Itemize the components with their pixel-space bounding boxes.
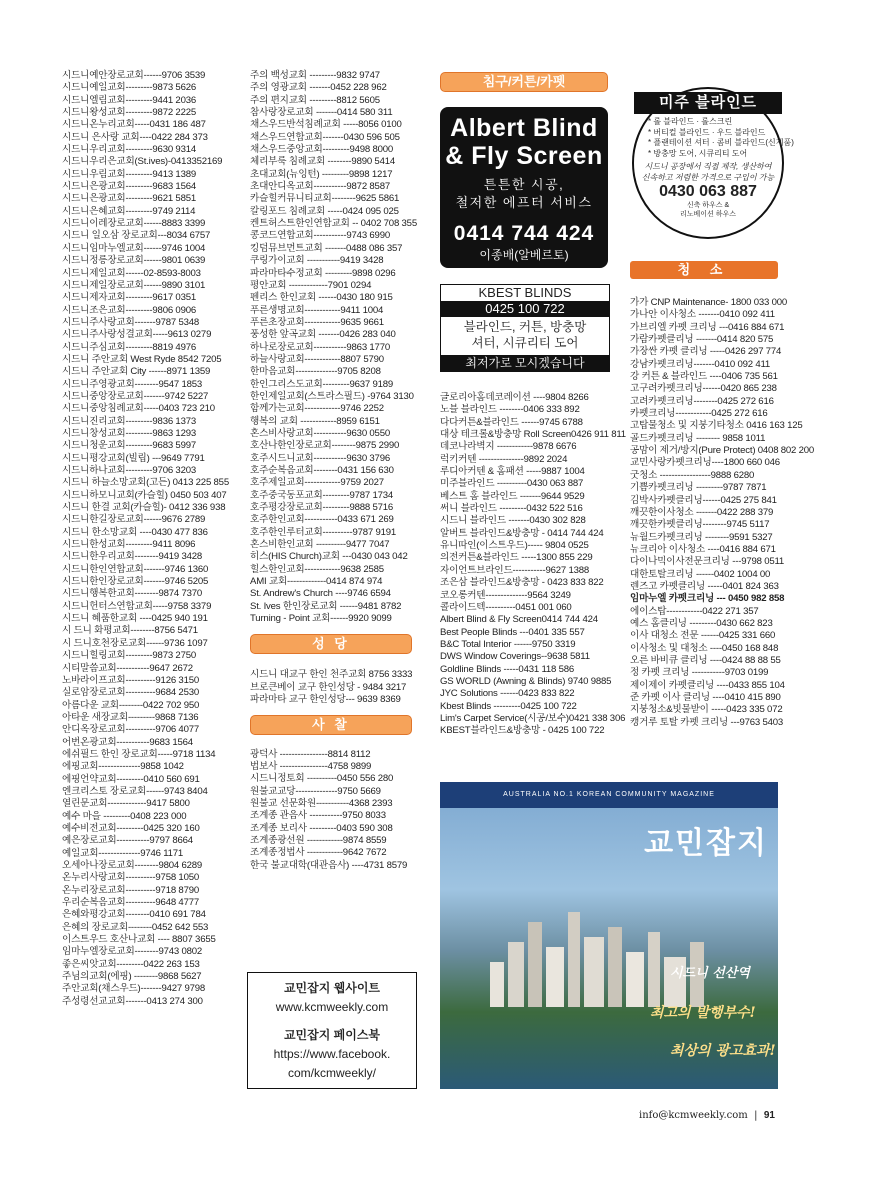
list-item: 한마음교회--------------9705 8208 [250, 366, 381, 378]
list-item: 초대안디옥교회-----------9872 8587 [250, 181, 390, 193]
list-item: 시드니우림교회---------9413 1389 [62, 168, 196, 180]
list-item: AMI 교회-------------0414 874 974 [250, 576, 383, 588]
list-item: Best People Blinds ---0401 335 557 [440, 626, 585, 638]
kbest-ad-line1: 블라인드, 커튼, 방충망 [463, 320, 587, 334]
list-item: 파라마타수정교회 ---------9898 0296 [250, 267, 396, 279]
list-item: 시드니 주안교회 West Ryde 8542 7205 [62, 353, 222, 365]
list-item: 렌즈고 카펫클리닝 -----0401 824 363 [630, 580, 779, 592]
list-item: 펜리스 한인교회 ------0430 180 915 [250, 292, 393, 304]
list-item: 이스트우드 호산나교회 ---- 8807 3655 [62, 934, 216, 946]
list-item: Albert Blind & Fly Screen0414 744 424 [440, 614, 598, 626]
blind-list [440, 392, 626, 738]
list-item: 쿠링가이교회 -----------9419 3428 [250, 255, 384, 267]
list-item: 시드니제일교회------02-8593-8003 [62, 267, 201, 279]
list-item: 호주한인루터교회----------9787 9191 [250, 526, 397, 538]
list-item: 시드니주심교회---------8819 4976 [62, 341, 196, 353]
list-item: 시드니 은사랑 교회----0422 284 373 [62, 131, 208, 143]
list-item: St. Ives 한인장로교회 ------9481 8782 [250, 600, 402, 612]
list-item: 베스트 홈 블라인드 -------9644 9529 [440, 490, 585, 502]
list-item: JYC Solutions ------0423 833 822 [440, 688, 575, 700]
list-item: 자이언트브라인드-----------9627 1388 [440, 564, 590, 576]
list-item: 제이제이 카펫클리닝 ----0433 855 104 [630, 679, 785, 691]
mijoo-ad-title: 미주 블라인드 [634, 92, 782, 114]
list-item: 오세아나장로교회--------9804 6289 [62, 860, 203, 871]
list-item: 안디옥장로교회----------9706 4077 [62, 724, 199, 736]
page-number: 91 [763, 1110, 775, 1121]
list-item: 채스우드연합교회-------0430 596 505 [250, 131, 400, 143]
list-item: 뉴월드카펫크리닝 --------9591 5327 [630, 531, 773, 543]
list-item: 호주중국동포교회---------9787 1734 [250, 489, 394, 501]
magazine-slogan-1: 시드니 선산역 [670, 966, 750, 981]
list-item: 이사청소 및 대청소 ----0450 168 848 [630, 642, 779, 654]
list-item: 시드니청운교회---------9683 5997 [62, 440, 196, 452]
list-item: 조계종 보리사 ---------0403 590 308 [250, 822, 393, 834]
section-header-cleaning: 청 소 [630, 261, 778, 279]
magazine-ad-image [440, 782, 778, 1089]
facebook-url-line2[interactable]: com/kcmweekly/ [287, 1066, 376, 1080]
list-item: 시드니정릉장로교회------9801 0639 [62, 255, 206, 267]
list-item: 주의 영광교회 -------0452 228 962 [250, 82, 387, 94]
list-item: 풍성한 앞곡교회 -------0426 283 040 [250, 329, 396, 341]
list-item: 대한토탈크리닝 ------0402 1004 00 [630, 568, 771, 580]
list-item: 시드니우리은교회(St.ives)-0413352169 [62, 156, 223, 168]
list-item: 다이나믹이사전문크리닝 ---9798 0511 [630, 556, 785, 568]
list-item: 준 카펫 이사 클리닝 ----0410 415 890 [630, 692, 781, 703]
list-item: 강남카펫크리닝-------0410 092 411 [630, 358, 771, 370]
list-item: 데코나라벽지 ------------9878 6676 [440, 441, 577, 453]
list-item: 함께가는교회------------9746 2252 [250, 403, 384, 415]
list-item: 켄트허스트한인연합교회 -- 0402 708 355 [250, 218, 417, 230]
list-item: 시드니예일교회---------9873 5626 [62, 82, 196, 94]
list-item: 시드니 하늘소망교회(고든) 0413 225 855 [62, 477, 229, 489]
magazine-title: 교민잡지 [644, 827, 768, 860]
list-item: 시드니한우리교회--------9419 3428 [62, 551, 203, 563]
list-item: 정 카펫 크리닝 -----------9703 0199 [630, 667, 769, 679]
list-item: B&C Total Interior ------9750 3319 [440, 638, 576, 650]
list-item: 시드니주영광교회--------9547 1853 [62, 378, 203, 390]
list-item: 시드니이레장로교회------8883 3399 [62, 218, 206, 230]
column-1 [62, 70, 234, 1008]
temple-list [250, 749, 422, 872]
list-item: 알버트 블라인드&방충망 - 0414 744 424 [440, 527, 604, 539]
albert-ad-phone: 0414 744 424 [453, 222, 595, 245]
list-item: 시드니중앙장로교회-------9742 5227 [62, 390, 209, 402]
list-item: 교민사랑카펫크리닝----1800 660 046 [630, 457, 780, 469]
list-item: 아름다운 교회--------0422 702 950 [62, 699, 200, 711]
list-item: 이사 대청소 전문 ------0425 331 660 [630, 630, 776, 642]
list-item: 콜라이드텍----------0451 001 060 [440, 601, 572, 613]
cathedral-list [250, 669, 422, 706]
list-item: Lim's Carpet Service(시공/보수)0421 338 306 [440, 712, 626, 724]
kbest-ad-title: KBEST BLINDS [478, 285, 572, 300]
list-item: 예수 마을 ---------0408 223 000 [62, 810, 187, 822]
mijoo-ad-item: * 롤 블라인드 · 롤스크린 [648, 117, 733, 126]
list-item: 은혜와평강교회--------0410 691 784 [62, 909, 206, 921]
list-item: 대상 테크롤&방충망 Roll Screen0426 911 811 [440, 429, 626, 441]
list-item: 주안교회(채스우드)-------9427 9798 [62, 983, 206, 995]
list-item: 뉴크리아 이사청소 ----0416 884 671 [630, 543, 776, 555]
list-item: 시드니은광교회---------9683 1564 [62, 181, 196, 193]
facebook-url-line1[interactable]: https://www.facebook. [273, 1047, 391, 1061]
sydney-skyline-illustration [480, 902, 750, 1012]
list-item: 한인그리스도교회---------9637 9189 [250, 378, 394, 390]
list-item: 깨끗한이사청소 -------0422 288 379 [630, 506, 774, 518]
list-item: 혼스비한인교회 ----------9477 7047 [250, 539, 390, 551]
list-item: 호주한인교회-----------0433 671 269 [250, 514, 394, 526]
list-item: 시티말씀교회-----------9647 2672 [62, 662, 193, 674]
church-list-2 [250, 70, 422, 625]
list-item: 조계종 관음사 -----------9750 8033 [250, 810, 386, 822]
section-header-bedding: 침구/커튼/카펫 [440, 72, 608, 92]
list-item: 원불교교당--------------9750 5669 [250, 785, 381, 797]
list-item: 아타운 새장교회---------9868 7136 [62, 711, 199, 723]
kbest-blinds-ad [440, 284, 610, 372]
albert-ad-name: 이종배(알베르토) [479, 248, 569, 262]
list-item: 좋은씨앗교회---------0422 263 153 [62, 958, 200, 970]
list-item: 조계종광선원 ------------9874 8559 [250, 834, 387, 846]
albert-ad-title1: Albert Blind [450, 114, 598, 142]
list-item: 호주시드니교회-----------9630 3796 [250, 452, 390, 464]
magazine-banner: AUSTRALIA NO.1 KOREAN COMMUNITY MAGAZINE [440, 782, 778, 808]
list-item: 깨끗한카펫클리닝--------9745 5117 [630, 519, 770, 531]
list-item: 열린문교회-------------9417 5800 [62, 798, 190, 810]
list-item: 참사랑장로교회 -------0414 580 311 [250, 107, 393, 119]
albert-ad-line1: 튼튼한 시공, [483, 177, 565, 192]
list-item: 시 드니호천장로교회------9736 1097 [62, 637, 208, 649]
list-item: 예수비전교회---------0425 320 160 [62, 822, 200, 834]
list-item: 시드니 블라인드 -------0430 302 828 [440, 515, 586, 527]
list-item: 하나로장로교회-----------9863 1770 [250, 341, 390, 353]
list-item: 콩코드연합교회-----------9743 6990 [250, 230, 390, 242]
list-item: Kbest Blinds ---------0425 100 722 [440, 700, 577, 712]
list-item: 기쁨카펫크리닝 ---------9787 7871 [630, 482, 767, 494]
list-item: 카펫크리닝------------0425 272 616 [630, 408, 768, 420]
list-item: 호주평강장로교회---------9888 5716 [250, 502, 394, 514]
list-item: 코오롱커텐--------------9564 3249 [440, 589, 571, 601]
list-item: 고려카펫크리닝--------0425 272 616 [630, 395, 774, 407]
list-item: 브로큰베이 교구 한인성당 - 9484 3217 [250, 681, 407, 693]
list-item: 한인제일교회(스트라스필드) -9764 3130 [250, 390, 414, 402]
list-item: 시드니예안장로교회------9706 3539 [62, 70, 206, 81]
list-item: 온누리장로교회----------9718 8790 [62, 884, 199, 896]
page-footer: info@kcmweekly.com | 91 [639, 1110, 775, 1121]
list-item: 시드니은광교회---------9621 5851 [62, 193, 196, 205]
list-item: 행복의 교회 ------------8959 6151 [250, 415, 380, 427]
list-item: 시드니헌터스연합교회-----9758 3379 [62, 600, 212, 612]
list-item: KBEST블라인드&방충망 - 0425 100 722 [440, 725, 605, 737]
list-item: 시드니제일장로교회------9890 3101 [62, 279, 206, 291]
list-item: 지붕청소&빗물받이 -----0423 335 072 [630, 704, 783, 716]
column-4 [630, 297, 815, 729]
list-item: 주님의교회(에핑) --------9868 5627 [62, 971, 202, 983]
list-item: 예은장로교회-----------9797 8664 [62, 835, 193, 847]
list-item: 시드니한인연합교회-------9746 1360 [62, 563, 209, 575]
list-item: 히스(HIS Church)교회 ---0430 043 042 [250, 551, 408, 563]
list-item: 에핑언약교회---------0410 560 691 [62, 773, 200, 785]
footer-email: info@kcmweekly.com [639, 1110, 748, 1121]
mijoo-ad-item: * 플랜테이션 셔터 · 콤비 블라인드(신제품) [648, 138, 794, 147]
mijoo-ad-foot1: 신축 하우스 & [686, 202, 730, 209]
list-item: 가브리엘 카펫 크리닝 ---0416 884 671 [630, 321, 785, 333]
list-item: 시드니 한소망교회 ----0430 477 836 [62, 526, 208, 538]
list-item: 시드니제자교회---------9617 0351 [62, 292, 196, 304]
kbest-ad-line2: 셔터, 시큐리티 도어 [471, 336, 579, 350]
list-item: 굿청소 -----------------9888 6280 [630, 469, 755, 481]
list-item: 가장싼 카펫 클리닝 -----0426 297 774 [630, 346, 782, 358]
list-item: 초대교회(뉴잉턴) ---------9898 1217 [250, 168, 393, 180]
website-url[interactable]: www.kcmweekly.com [275, 1000, 389, 1014]
list-item: 호주순복음교회--------0431 156 630 [250, 465, 394, 476]
list-item: 에핑교회--------------9858 1042 [62, 761, 184, 773]
list-item: 에이스탑------------0422 271 357 [630, 605, 759, 617]
mijoo-ad-items [648, 117, 794, 159]
list-item: 써니 블라인드 ---------0432 522 516 [440, 503, 583, 515]
list-item: 럭키커텐 ---------------9892 2024 [440, 453, 568, 465]
list-item: 시드니평강교회(빌립) ---9649 7791 [62, 452, 205, 464]
kcm-website-box [247, 972, 417, 1089]
list-item: 푸른초장교회------------9635 9661 [250, 316, 384, 328]
list-item: 채스우드반석침례교회 -----8056 0100 [250, 119, 402, 131]
list-item: 한국 불교대학(대관음사) ----4731 8579 [250, 859, 408, 871]
list-item: St. Andrew's Church ----9746 6594 [250, 588, 391, 600]
list-item: 미주블라인드 ----------0430 063 887 [440, 478, 584, 490]
list-item: 글로리아홈데코레이션 ----9804 8266 [440, 392, 589, 403]
list-item: 주의 백성교회 ---------9832 9747 [250, 70, 380, 81]
list-item: 임마누엘 카펫크리닝 --- 0450 982 858 [630, 593, 785, 605]
list-item: 시드니은혜교회---------9749 2114 [62, 205, 196, 217]
mijoo-ad-item: * 방충망 도어, 시큐리티 도어 [648, 148, 748, 158]
list-item: Turning - Point 교회------9920 9099 [250, 613, 392, 625]
mijoo-ad-slogan2: 신속하고 저렴한 가격으로 구입이 가능 [641, 173, 775, 182]
list-item: 노바라이프교회----------9126 3150 [62, 674, 199, 686]
list-item: 시드니 한결 교회(카슬힐)- 0412 336 938 [62, 502, 226, 514]
list-item: 시드니조은교회---------9806 0906 [62, 304, 196, 316]
kbest-ad-foot: 최저가로 모시겠습니다 [441, 355, 609, 371]
list-item: 광덕사 ----------------8814 8112 [250, 748, 371, 760]
list-item: 의전커튼&블라인드 -----1300 855 229 [440, 552, 593, 564]
list-item: 루디아커텐 & 홈패션 -----9887 1004 [440, 466, 585, 478]
list-item: 시드니행복한교회--------9874 7370 [62, 588, 203, 600]
list-item: 고탑물청소 및 지붕기타청소 0416 163 125 [630, 420, 803, 432]
list-item: 시드니한성교회---------9411 8096 [62, 539, 196, 551]
list-item: 에쉬필드 한인 장로교회-----9718 1134 [62, 748, 216, 760]
list-item: 시드니하나교회---------9706 3203 [62, 465, 196, 476]
list-item: 시드니중앙침례교회-----0403 723 210 [62, 403, 215, 415]
albert-blind-ad [440, 107, 608, 268]
list-item: 원불교 선문화원-----------4368 2393 [250, 797, 393, 809]
website-heading: 교민잡지 웹사이트 [283, 981, 381, 995]
list-item: 호주제일교회------------9759 2027 [250, 477, 384, 489]
list-item: 시드니하모니교회(카슬힐) 0450 503 407 [62, 489, 227, 501]
mijoo-blind-ad [632, 87, 794, 239]
list-item: 파라마타 교구 한인성당--- 9639 8369 [250, 694, 401, 706]
list-item: 힐스한인교회------------9638 2585 [250, 563, 384, 575]
list-item: 가나안 이사청소 -------0410 092 411 [630, 309, 775, 321]
list-item: 어번온광교회-----------9683 1564 [62, 736, 193, 748]
list-item: 유니따인(이스트우드)----- 9804 0525 [440, 540, 589, 552]
list-item: 시드니주사랑성결교회-----9613 0279 [62, 329, 212, 341]
list-item: DWS Window Coverings--9638 5811 [440, 651, 590, 663]
list-item: 시드니엘림교회---------9441 2036 [62, 94, 196, 106]
list-item: 주의 편지교회 ---------8812 5605 [250, 94, 380, 106]
list-item: 엔크리스토 장로교회------9743 8404 [62, 785, 208, 797]
list-item: 체리부룩 침례교회 --------9890 5414 [250, 156, 395, 168]
list-item: 시드니온누리교회-----0431 186 487 [62, 119, 206, 131]
list-item: 채스우드중앙교회---------9498 8000 [250, 144, 394, 156]
mijoo-ad-slogan1: 시드니 공장에서 직접 제작, 생산하여 [644, 162, 772, 171]
list-item: 가람카펫클리닝 -------0414 820 575 [630, 334, 774, 346]
list-item: 시드니우리교회---------9630 9314 [62, 144, 196, 156]
list-item: 법보사 ----------------4758 9899 [250, 760, 372, 772]
list-item: 공맘이 제거/방지(Pure Protect) 0408 802 200 [630, 445, 815, 457]
list-item: 시드니주사랑교회-------9787 5348 [62, 316, 200, 328]
list-item: 호산나한인장로교회--------9875 2990 [250, 440, 400, 452]
list-item: 하늘사랑교회------------8807 5790 [250, 353, 384, 365]
list-item: 시드니진리교회---------9836 1373 [62, 415, 196, 427]
cleaning-list [630, 297, 815, 729]
mijoo-ad-foot2: 리노베이션 하우스 [679, 211, 737, 218]
list-item: 시드니한길장로교회------9676 2789 [62, 514, 206, 526]
column-2 [250, 70, 422, 872]
list-item: 시 드니 화평교회--------8756 5471 [62, 625, 198, 637]
list-item: 강 커튼 & 블라인드 ----0406 735 561 [630, 371, 778, 383]
list-item: 예일교회--------------9746 1171 [62, 847, 184, 859]
list-item: 다다커튼&블라인드 ------9745 6788 [440, 416, 583, 428]
albert-ad-title2: & Fly Screen [445, 142, 603, 170]
mijoo-ad-phone: 0430 063 887 [659, 183, 757, 200]
facebook-heading: 교민잡지 페이스북 [283, 1028, 381, 1042]
list-item: 고구려카펫크리닝------0420 865 238 [630, 383, 777, 395]
list-item: 칼링포드 침례교회 -----0424 095 025 [250, 205, 399, 217]
list-item: 임마누엘장로교회--------9743 0802 [62, 946, 203, 958]
list-item: 캥거루 토탈 카펫 크리닝 ---9763 5403 [630, 716, 784, 728]
mijoo-ad-item: * 버티컬 블라인드 · 우드 블라인드 [648, 127, 766, 137]
albert-ad-line2: 철저한 에프터 서비스 [455, 195, 593, 210]
magazine-slogan-2: 최고의 발행부수! [650, 1005, 756, 1021]
list-item: 오른 바비큐 클리닝 ----0424 88 88 55 [630, 654, 781, 666]
list-item: 시드니 혜품한교회 ----0425 940 191 [62, 613, 208, 625]
section-header-cathedral: 성 당 [250, 634, 412, 654]
list-item: 김박사카펫클리닝------0425 275 841 [630, 494, 777, 506]
list-item: 카슬힐커뮤니티교회--------9625 5861 [250, 193, 400, 205]
list-item: 예스 홈클리닝 ---------0430 662 823 [630, 617, 773, 629]
list-item: Goldline Blinds -----0431 118 586 [440, 663, 575, 675]
list-item: 온누리사랑교회----------9758 1050 [62, 872, 199, 884]
list-item: 평안교회 -------------7901 0294 [250, 279, 372, 291]
section-header-temple: 사 찰 [250, 715, 412, 735]
list-item: 주성령선교교회-------0413 274 300 [62, 995, 203, 1007]
list-item: 혼스비사랑교회-----------9630 0550 [250, 427, 390, 439]
list-item: 시드니 대교구 한인 천주교회 8756 3333 [250, 669, 413, 681]
kbest-ad-phone: 0425 100 722 [441, 301, 609, 317]
list-item: 시드니 일오삼 장로교회---8034 6757 [62, 230, 211, 242]
list-item: 조계종정법사 ------------9642 7672 [250, 847, 387, 859]
magazine-slogan-3: 최상의 광고효과! [670, 1043, 776, 1059]
list-item: 시드니왕성교회---------9872 2225 [62, 107, 196, 119]
list-item: 푸른생명교회------------9411 1004 [250, 304, 384, 316]
column-3 [440, 392, 626, 738]
list-item: 시드니한인장로교회-------9746 5205 [62, 576, 209, 588]
church-list-1 [62, 70, 234, 1008]
list-item: 가가 CNP Maintenance- 1800 033 000 [630, 297, 788, 308]
list-item: 노블 블라인드 --------0406 333 892 [440, 404, 580, 416]
list-item: 킹덤뮤브먼트교회 -------0488 086 357 [250, 242, 403, 254]
list-item: 우리순복음교회----------9648 4777 [62, 897, 199, 909]
list-item: 시드니정토회 ----------0450 556 280 [250, 773, 394, 785]
list-item: 조은삼 블라인드&방충망 - 0423 833 822 [440, 577, 604, 589]
list-item: 시드니창성교회---------9863 1293 [62, 427, 196, 439]
list-item: GS WORLD (Awning & Blinds) 9740 9885 [440, 675, 612, 687]
list-item: 골드카펫크리닝 -------- 9858 1011 [630, 432, 766, 444]
list-item: 시드니힐링교회---------9873 2750 [62, 650, 196, 662]
list-item: 은혜의 장로교회--------0452 642 553 [62, 921, 209, 933]
list-item: 실로암장로교회----------9684 2530 [62, 687, 199, 699]
list-item: 시드니 주안교회 City ------8971 1359 [62, 366, 211, 378]
list-item: 시드니임마누엘교회------9746 1004 [62, 242, 206, 254]
